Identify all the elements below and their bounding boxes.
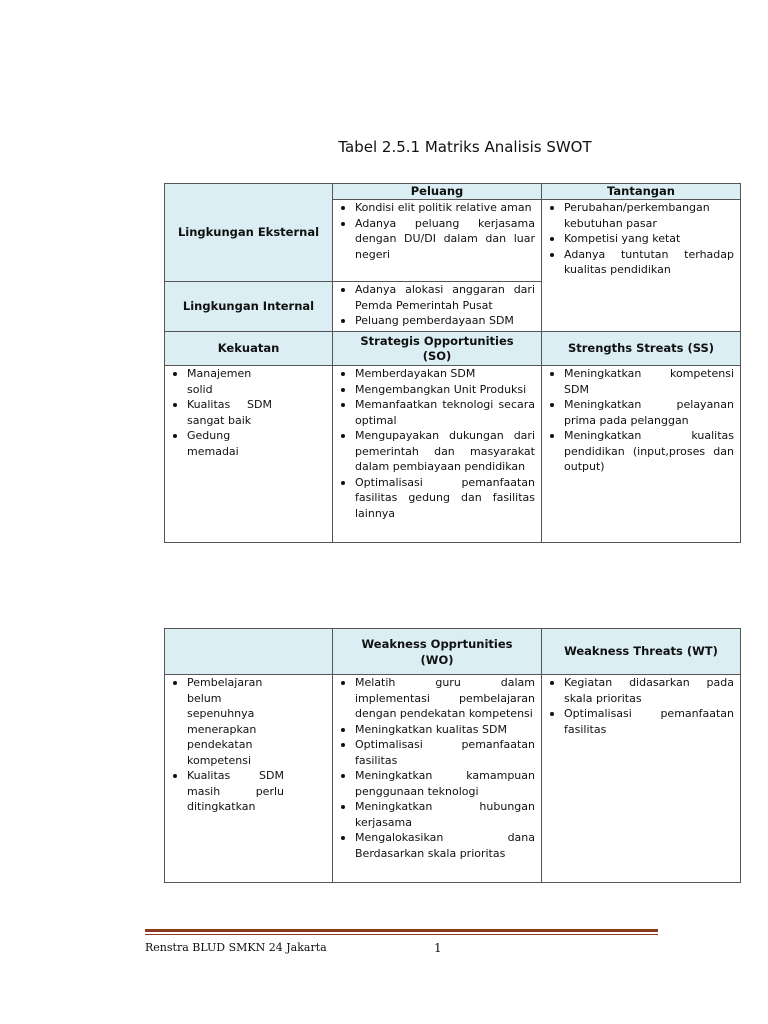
wo-header-line1: Weakness Opprtunities — [361, 636, 513, 651]
list-item: • Optimalisasi pemanfaatan fasilitas gedung dan fasilitas lainnya — [355, 475, 535, 522]
wo-header-line2: (WO) — [420, 652, 454, 667]
list-item: • Peluang pemberdayaan SDM — [355, 313, 535, 329]
list-item: • Perubahan/perkembangan kebutuhan pasar — [564, 200, 734, 231]
page-title: Tabel 2.5.1 Matriks Analisis SWOT — [338, 138, 592, 156]
list-item: • Meningkatkan kualitas SDM — [355, 722, 535, 738]
wt-list — [542, 675, 740, 737]
list-item: • Memanfaatkan teknologi secara optimal — [355, 397, 535, 428]
list-item: • Meningkatkan kualitas pendidikan (input,proses dan output) — [564, 428, 734, 475]
list-item: • Kompetisi yang ketat — [564, 231, 734, 247]
footer-divider-thick — [145, 929, 658, 932]
kelemahan-cell — [165, 675, 333, 883]
list-item: • Meningkatkan kompetensi SDM — [564, 366, 734, 397]
peluang-internal-list — [333, 282, 541, 329]
peluang-eksternal-cell — [333, 200, 542, 282]
wt-cell — [542, 675, 741, 883]
list-item: • Adanya peluang kerjasama dengan DU/DI dalam dan luar negeri — [355, 216, 535, 263]
list-item: • Meningkatkan hubungan kerjasama — [355, 799, 535, 830]
list-item: • Optimalisasi pemanfaatan fasilitas — [355, 737, 535, 768]
kekuatan-cell — [165, 366, 333, 543]
wo-header — [333, 629, 542, 675]
wo-list — [333, 675, 541, 861]
swot-table-2 — [164, 628, 741, 883]
tantangan-list — [542, 200, 740, 278]
list-item: • Mengembangkan Unit Produksi — [355, 382, 535, 398]
list-item: • Kualitas SDM sangat baik — [187, 397, 272, 428]
list-item: • Memberdayakan SDM — [355, 366, 535, 382]
list-item: • Kondisi elit politik relative aman — [355, 200, 535, 216]
kekuatan-header: Kekuatan — [165, 332, 333, 366]
list-item: • Melatih guru dalam implementasi pembelajaran dengan pendekatan kompetensi — [355, 675, 535, 722]
peluang-internal-cell — [333, 282, 542, 332]
ss-list — [542, 366, 740, 475]
so-header — [333, 332, 542, 366]
list-item: • Adanya alokasi anggaran dari Pemda Pemerintah Pusat — [355, 282, 535, 313]
lingkungan-eksternal-cell — [165, 184, 333, 282]
footer-divider-thin — [145, 934, 658, 935]
list-item: • Mengalokasikan dana Berdasarkan skala prioritas — [355, 830, 535, 861]
peluang-header: Peluang — [333, 184, 542, 200]
lingkungan-internal-cell — [165, 282, 333, 332]
ss-header: Strengths Streats (SS) — [542, 332, 741, 366]
tantangan-header: Tantangan — [542, 184, 741, 200]
list-item: • Adanya tuntutan terhadap kualitas pendidikan — [564, 247, 734, 278]
list-item: • Gedung memadai — [187, 428, 272, 459]
list-item: • Meningkatkan pelayanan prima pada pelanggan — [564, 397, 734, 428]
ss-cell — [542, 366, 741, 543]
list-item: • Kualitas SDM masih perlu ditingkatkan — [187, 768, 284, 815]
wo-cell — [333, 675, 542, 883]
list-item: • Optimalisasi pemanfaatan fasilitas — [564, 706, 734, 737]
footer-document-title: Renstra BLUD SMKN 24 Jakarta — [145, 941, 327, 954]
list-item: • Kegiatan didasarkan pada skala prioritas — [564, 675, 734, 706]
lingkungan-internal-label: Lingkungan Internal — [182, 298, 315, 313]
list-item: • Mengupayakan dukungan dari pemerintah dan masyarakat dalam pembiayaan pendidikan — [355, 428, 535, 475]
footer-page-number: 1 — [434, 941, 442, 955]
swot-table-1 — [164, 183, 741, 543]
kekuatan-list — [165, 366, 332, 459]
so-list — [333, 366, 541, 521]
so-header-line2: (SO) — [422, 348, 452, 363]
peluang-eksternal-list — [333, 200, 541, 262]
kelemahan-header — [165, 629, 333, 675]
kelemahan-list — [165, 675, 332, 815]
list-item: • Manajemen solid — [187, 366, 272, 397]
list-item: • Pembelajaran belum sepenuhnya menerapkan pendekatan kompetensi — [187, 675, 284, 768]
lingkungan-eksternal-label: Lingkungan Eksternal — [177, 224, 320, 239]
so-cell — [333, 366, 542, 543]
so-header-line1: Strategis Opportunities — [360, 333, 514, 348]
wt-header: Weakness Threats (WT) — [542, 629, 741, 675]
list-item: • Meningkatkan kamampuan penggunaan teknologi — [355, 768, 535, 799]
tantangan-cell — [542, 200, 741, 332]
